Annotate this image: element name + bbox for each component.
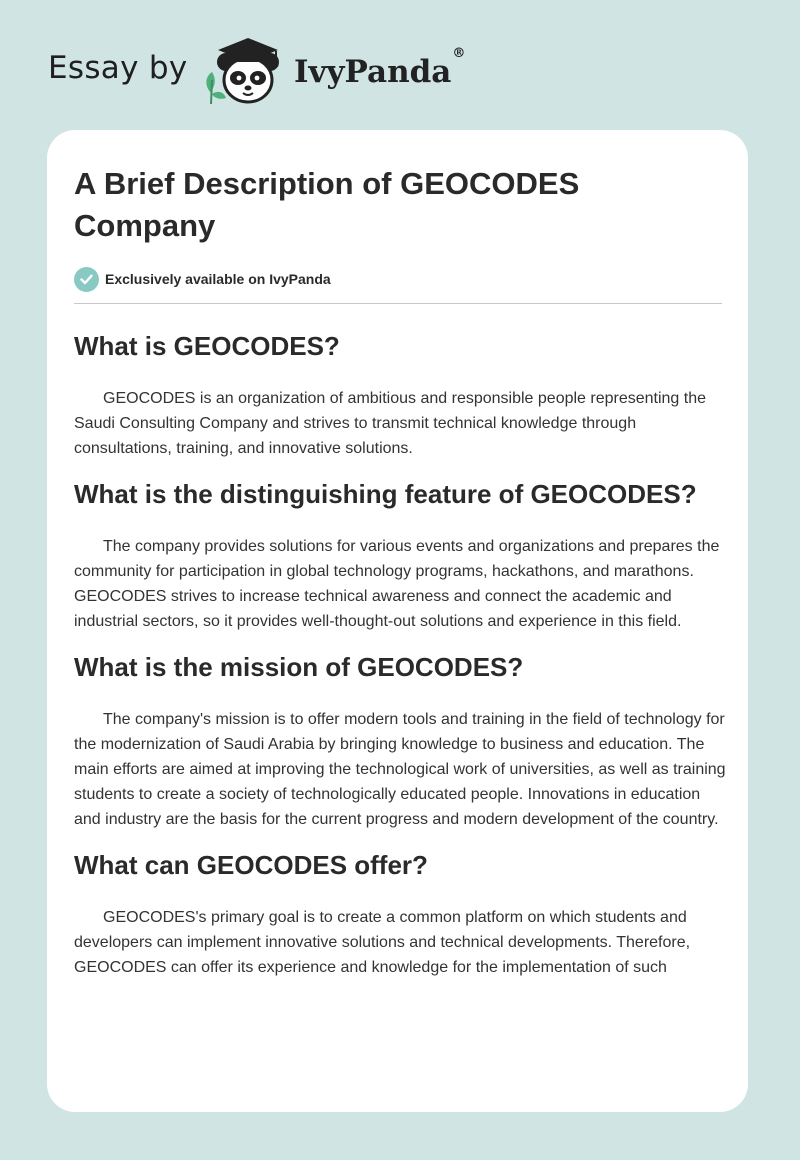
essay-by-label: Essay by xyxy=(48,50,188,86)
registered-mark: ® xyxy=(452,45,466,61)
exclusive-label: Exclusively available on IvyPanda xyxy=(105,271,331,287)
check-icon xyxy=(74,267,99,292)
section-body-mission: The company's mission is to offer modern tools and training in the field of technology for the modernization of Saudi Arabia by bringing knowledge to business and education. The main efforts are aimed at improving the technological work of universities, as well as training students to create a society of technologically educated people. Innovations in education and industry are the basis for the current progress and modern development of the country. xyxy=(74,711,726,828)
section-heading-offer: What can GEOCODES offer? xyxy=(74,850,428,880)
panda-graduate-icon[interactable] xyxy=(202,32,292,108)
title-divider xyxy=(74,303,722,304)
section-body-what-is: GEOCODES is an organization of ambitious and responsible people representing the Saudi Consulting Company and strives to transmit technical knowledge through consultations, training, and innovative solutions. xyxy=(74,390,707,457)
brand-name-text: IvyPanda xyxy=(294,54,452,90)
section-heading-what-is: What is GEOCODES? xyxy=(74,331,340,361)
exclusive-badge xyxy=(74,265,726,293)
section-body-distinguishing-feature: The company provides solutions for various events and organizations and prepares the community for participation in global technology programs, hackathons, and marathons. GEOCODES strives to increase technical awareness and connect the academic and industrial sectors, so it provides well-thought-out solutions and experience in this field. xyxy=(74,538,720,630)
section-heading-mission: What is the mission of GEOCODES? xyxy=(74,652,524,682)
article-card xyxy=(47,130,748,1112)
article-title: A Brief Description of GEOCODES Company xyxy=(74,166,580,243)
brand-name[interactable] xyxy=(294,45,466,90)
section-body-offer: GEOCODES's primary goal is to create a common platform on which students and developers can implement innovative solutions and technical developments. Therefore, GEOCODES can offer its experience and knowledge for the implementation of such xyxy=(74,909,691,976)
site-header xyxy=(48,30,568,110)
section-heading-distinguishing-feature: What is the distinguishing feature of GEOCODES? xyxy=(74,479,697,509)
article-content xyxy=(74,163,726,980)
